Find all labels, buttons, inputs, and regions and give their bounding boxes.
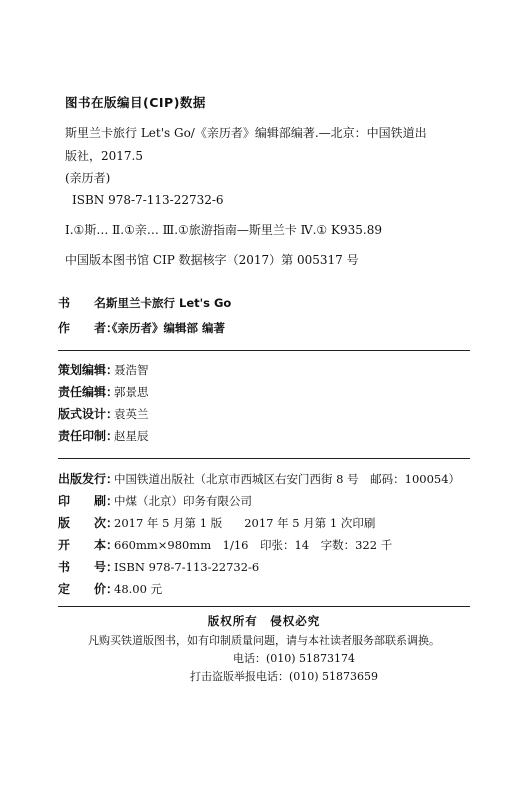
editor-row	[58, 428, 149, 444]
isbn-label: 书 号：	[58, 560, 119, 574]
edition-row	[58, 515, 375, 531]
editor-label: 策划编辑：	[58, 363, 119, 377]
book-author-row	[58, 320, 225, 336]
publisher-value: 中国铁道出版社（北京市西城区右安门西街 8 号 邮码：100054）	[114, 472, 461, 486]
edition-label: 版 次：	[58, 516, 119, 530]
editor-row	[58, 406, 149, 422]
printer-label: 印 刷：	[58, 494, 119, 508]
publisher-label: 出版发行：	[58, 472, 119, 486]
book-author-value: 《亲历者》编辑部 编著	[106, 321, 226, 335]
printer-value: 中煤（北京）印务有限公司	[114, 494, 252, 508]
editor-value: 袁英兰	[114, 407, 149, 421]
divider-2	[58, 458, 470, 459]
editor-row	[58, 362, 149, 378]
book-title-row	[58, 295, 231, 311]
editor-value: 郭景思	[114, 385, 149, 399]
cip-isbn: ISBN 978-7-113-22732-6	[72, 193, 224, 207]
editor-value: 赵星辰	[114, 429, 149, 443]
cip-record-number: 中国版本图书馆 CIP 数据核字（2017）第 005317 号	[65, 253, 359, 267]
format-row	[58, 537, 392, 553]
publisher-row	[58, 471, 460, 487]
editor-value: 聂浩智	[114, 363, 149, 377]
cip-title: 图书在版编目(CIP)数据	[65, 95, 206, 110]
cip-line-1: 斯里兰卡旅行 Let's Go/《亲历者》编辑部编著.—北京：中国铁道出	[65, 126, 427, 140]
cip-classification: Ⅰ.①斯… Ⅱ.①亲… Ⅲ.①旅游指南—斯里兰卡 Ⅳ.① K935.89	[65, 223, 382, 237]
editor-label: 责任编辑：	[58, 385, 119, 399]
printer-row	[58, 493, 252, 509]
price-label: 定 价：	[58, 582, 119, 596]
printing-value: 2017 年 5 月第 1 次印刷	[244, 516, 376, 530]
service-phone: 电话：(010) 51873174	[232, 652, 356, 665]
cip-series: (亲历者)	[65, 171, 111, 185]
editor-label: 责任印制：	[58, 429, 119, 443]
format-label: 开 本：	[58, 538, 119, 552]
book-author-label: 作 者：	[58, 321, 119, 335]
price-row	[58, 581, 162, 597]
price-value: 48.00 元	[114, 582, 163, 596]
copyright-notice-text: 凡购买铁道版图书，如有印制质量问题，请与本社读者服务部联系调换。	[88, 634, 440, 647]
copyright-notice-title: 版权所有 侵权必究	[207, 614, 321, 628]
book-title-label: 书 名：	[58, 296, 119, 310]
format-value: 660mm×980mm 1/16 印张：14 字数：322 千	[114, 538, 393, 552]
isbn-value: ISBN 978-7-113-22732-6	[114, 560, 260, 574]
isbn-row	[58, 559, 259, 575]
divider-1	[58, 350, 470, 351]
piracy-report-phone: 打击盗版举报电话：(010) 51873659	[189, 670, 379, 683]
editor-label: 版式设计：	[58, 407, 119, 421]
cip-line-2: 版社，2017.5	[65, 149, 143, 163]
divider-3	[58, 606, 470, 607]
book-title-value: 斯里兰卡旅行 Let's Go	[106, 296, 232, 310]
edition-value: 2017 年 5 月第 1 版	[114, 516, 223, 530]
editor-row	[58, 384, 149, 400]
